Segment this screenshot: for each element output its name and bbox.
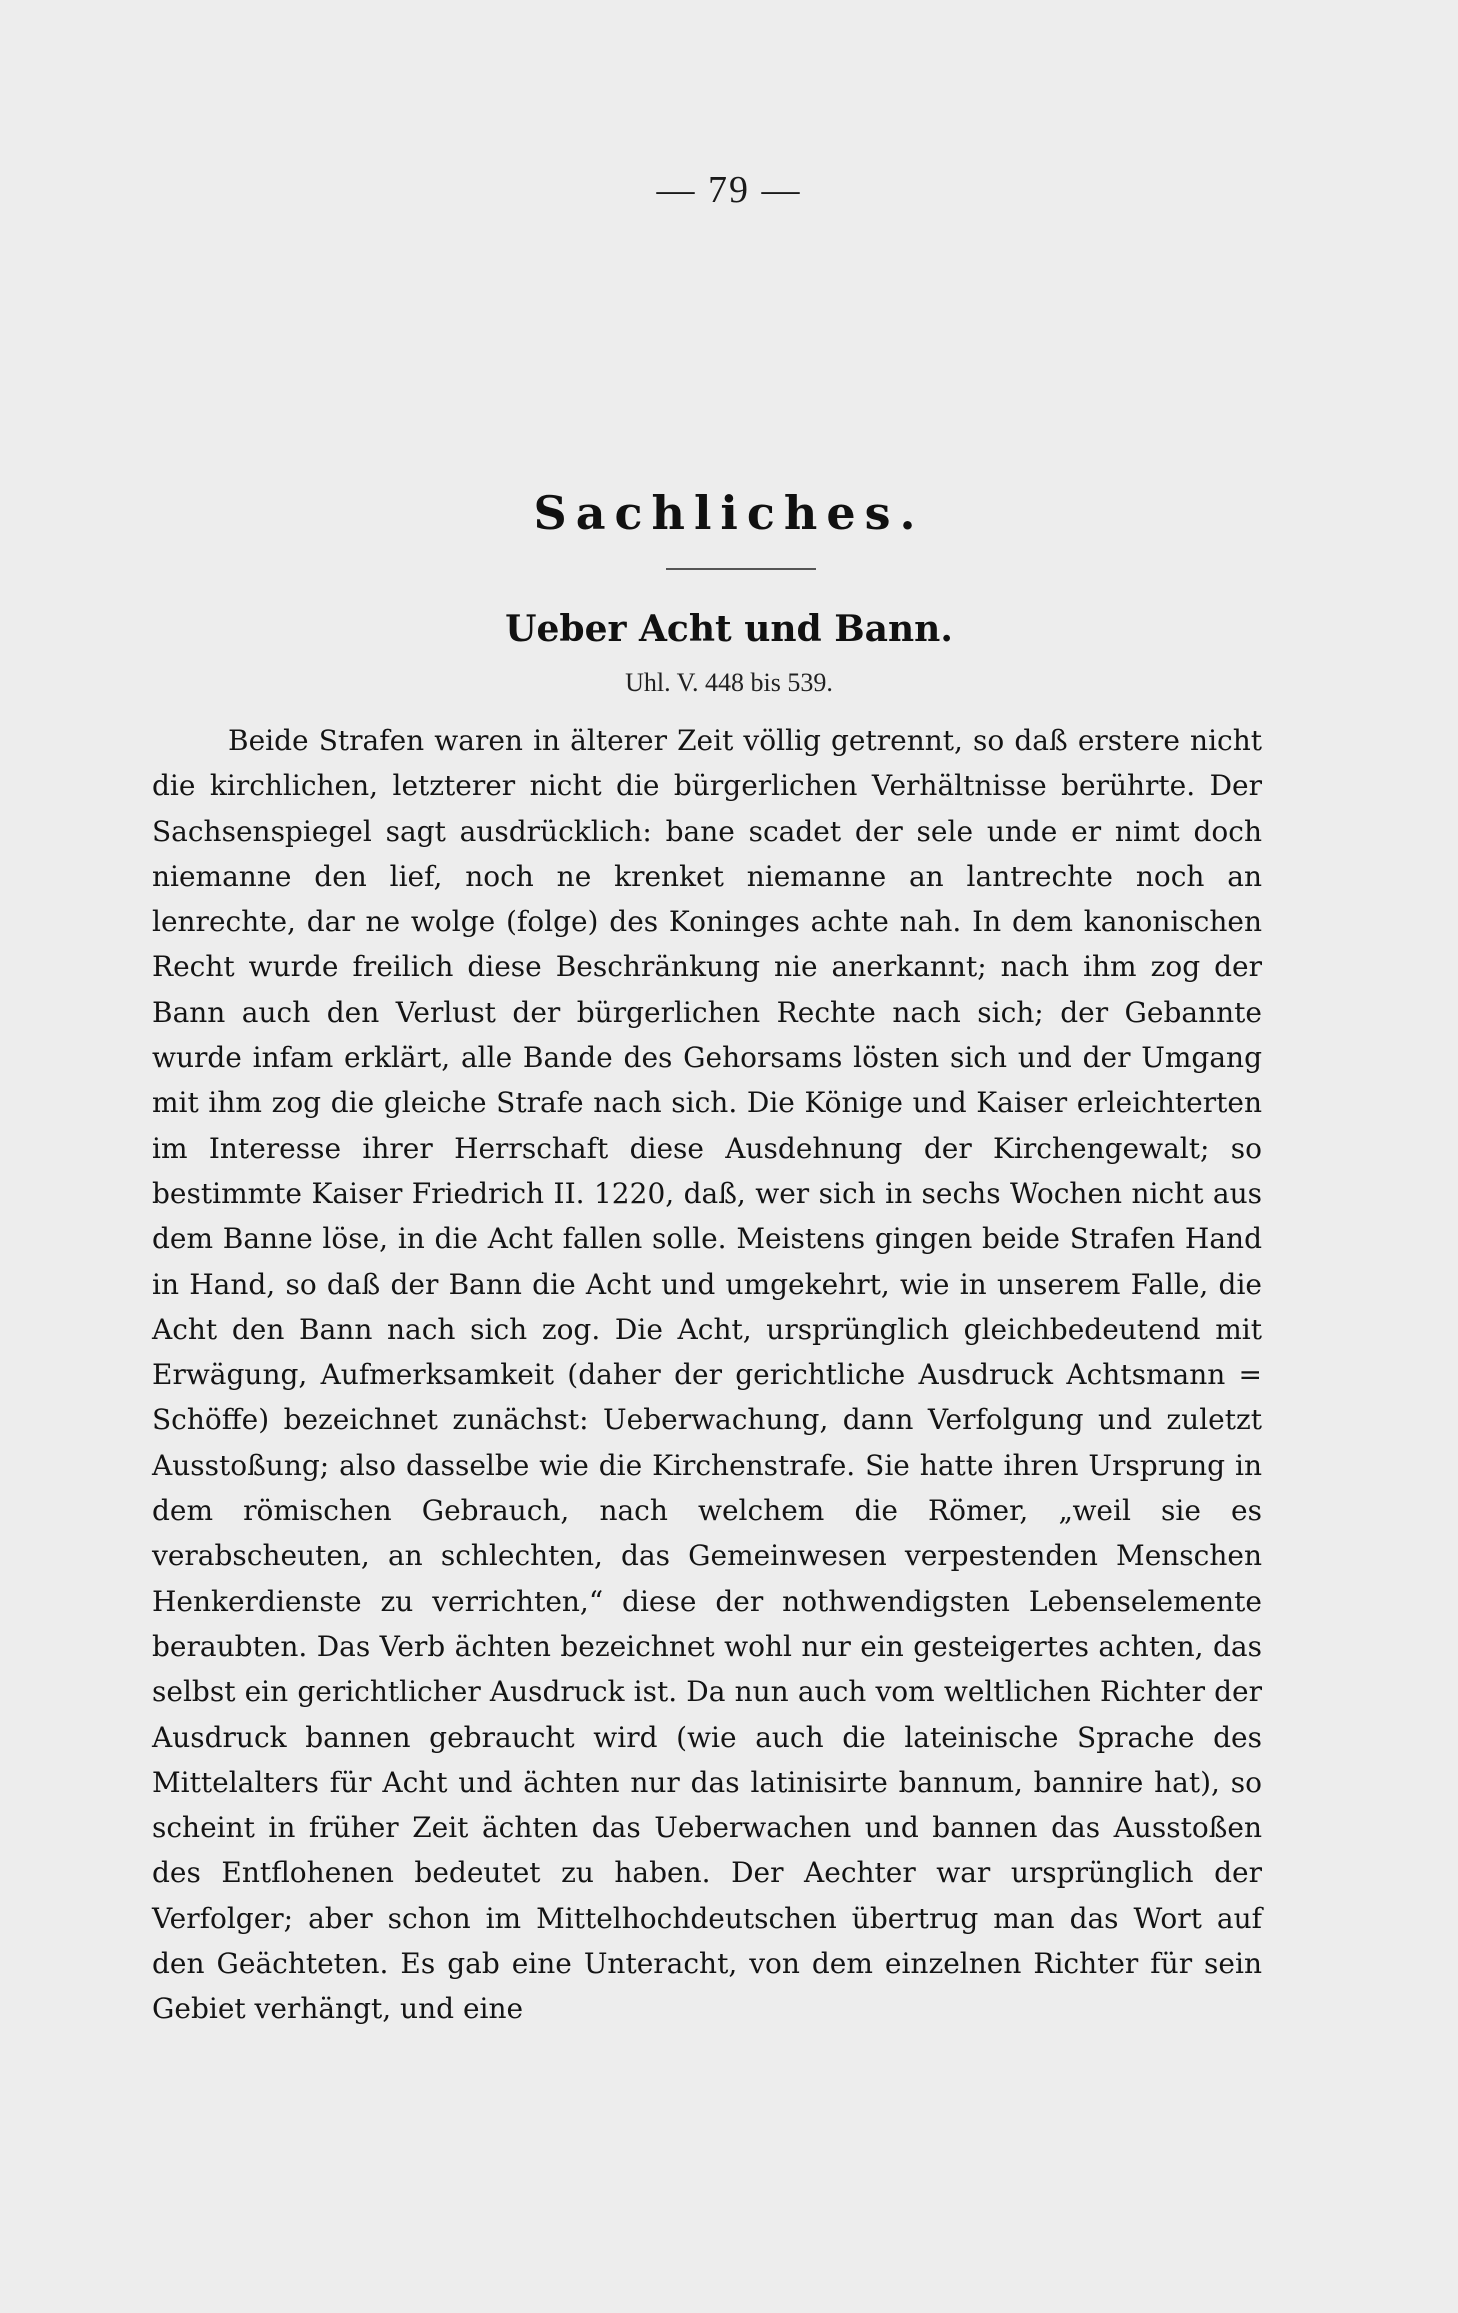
section-title: Sachliches. [533,486,925,540]
page-number: — 79 — [656,169,802,211]
verse-reference: Uhl. V. 448 bis 539. [625,668,833,697]
chapter-subtitle: Ueber Acht und Bann. [505,608,953,650]
title-rule [666,568,816,570]
body-paragraph: Beide Strafen waren in älterer Zeit völlig getrennt, so daß erstere nicht die kirchlichen, letzterer nicht die bürgerlichen Verhältnisse berührte. Der Sachsenspiegel sagt ausdrücklich: bane scadet der sele unde er nimt doch niemanne den lief, noch ne krenket niemanne an lantrechte noch an lenrechte, dar ne wolge (folge) des Koninges achte nah. In dem kanonischen Recht wurde freilich diese Beschränkung nie anerkannt; nach ihm zog der Bann auch den Verlust der bürgerlichen Rechte nach sich; der Gebannte wurde infam erklärt, alle Bande des Gehorsams lösten sich und der Umgang mit ihm zog die gleiche Strafe nach sich. Die Könige und Kaiser erleichterten im Interesse ihrer Herrschaft diese Ausdehnung der Kirchengewalt; so bestimmte Kaiser Friedrich II. 1220, daß, wer sich in sechs Wochen nicht aus dem Banne löse, in die Acht fallen solle. Meistens gingen beide Strafen Hand in Hand, so daß der Bann die Acht und umgekehrt, wie in unserem Falle, die Acht den Bann nach sich zog. Die Acht, ursprünglich gleichbedeutend mit Erwägung, Aufmerksamkeit (daher der gerichtliche Ausdruck Achtsmann = Schöffe) bezeichnet zunächst: Ueberwachung, dann Verfolgung und zuletzt Ausstoßung; also dasselbe wie die Kirchenstrafe. Sie hatte ihren Ursprung in dem römischen Gebrauch, nach welchem die Römer, „weil sie es verabscheuten, an schlechten, das Gemeinwesen verpestenden Menschen Henkerdienste zu verrichten,“ diese der nothwendigsten Lebenselemente beraubten. Das Verb ächten bezeichnet wohl nur ein gesteigertes achten, das selbst ein gerichtlicher Ausdruck ist. Da nun auch vom weltlichen Richter der Ausdruck bannen gebraucht wird (wie auch die lateinische Sprache des Mittelalters für Acht und ächten nur das latinisirte bannum, bannire hat), so scheint in früher Zeit ächten das Ueberwachen und bannen das Ausstoßen des Entflohenen bedeutet zu haben. Der Aechter war ursprünglich der Verfolger; aber schon im Mittelhochdeutschen übertrug man das Wort auf den Geächteten. Es gab eine Unteracht, von dem einzelnen Richter für sein Gebiet verhängt, und eine [152,724,1262,2026]
